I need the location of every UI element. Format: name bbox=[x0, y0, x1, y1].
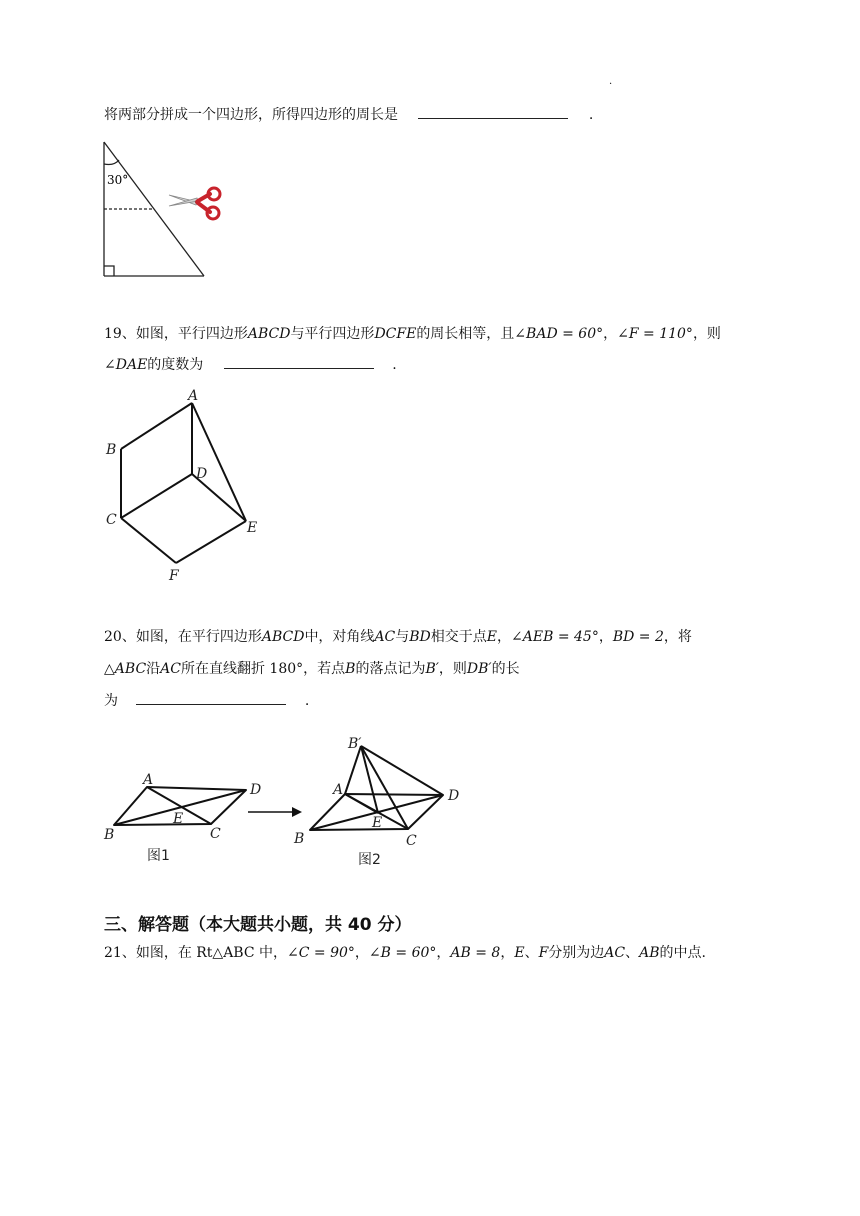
scissors-icon bbox=[166, 186, 224, 222]
q20-triangle-sign: △ bbox=[104, 661, 115, 677]
q21-text-i: 的中点. bbox=[659, 945, 706, 961]
q21-ab: AB bbox=[639, 945, 660, 961]
q21-text-f: 、 bbox=[524, 945, 539, 961]
q19-text-e: ，则 bbox=[692, 326, 721, 342]
fig2-E-label: E bbox=[372, 815, 383, 831]
q20-bprime: B′ bbox=[425, 661, 439, 677]
q19-bad-eq: BAD = 60° bbox=[526, 326, 604, 342]
q19-line1 bbox=[104, 324, 721, 344]
q19-text-c: 的周长相等，且∠ bbox=[416, 326, 527, 342]
q21-ab-eq: AB = 8 bbox=[450, 945, 501, 961]
q19-angle-sign: ∠ bbox=[104, 357, 116, 373]
fig1-E-label: E bbox=[173, 811, 184, 827]
section-heading: 三、解答题（本大题共小题，共 40 分） bbox=[104, 915, 412, 935]
fig2-A-label: A bbox=[333, 782, 344, 798]
q19-text-a: 19、如图，平行四边形 bbox=[104, 326, 248, 342]
fig1-D-label: D bbox=[250, 782, 262, 798]
q20-text-c: 与 bbox=[395, 629, 410, 645]
q20-answer-blank[interactable] bbox=[136, 690, 286, 705]
q19-abcd: ABCD bbox=[247, 326, 291, 342]
q20-text-b: 中，对角线 bbox=[304, 629, 375, 645]
q20-text-m: 为 bbox=[104, 693, 118, 709]
q20-text-f: ， bbox=[598, 629, 613, 645]
fig1-B-label: B bbox=[104, 827, 115, 843]
fig2-B-label: B bbox=[294, 831, 305, 847]
fig1-A-label: A bbox=[143, 772, 154, 788]
q20-figure2 bbox=[288, 730, 468, 870]
q21-text-a: 21、如图，在 Rt△ABC 中，∠ bbox=[104, 945, 299, 961]
q19-dcfe: DCFE bbox=[374, 326, 417, 342]
edge-BpE bbox=[361, 746, 378, 813]
q20-dbprime: DB′ bbox=[466, 661, 492, 677]
q19-text-d: ，∠ bbox=[603, 326, 629, 342]
fig2-caption: 图2 bbox=[358, 852, 381, 868]
q20-e: E bbox=[486, 629, 498, 645]
q20-abc: ABC bbox=[114, 661, 147, 677]
q20-line3 bbox=[104, 690, 309, 711]
q20-bd-eq: BD = 2 bbox=[612, 629, 664, 645]
edge-AE bbox=[192, 403, 246, 521]
q20-aeb-eq: AEB = 45° bbox=[522, 629, 599, 645]
point-D-label: D bbox=[196, 466, 208, 482]
q21-text-g: 分别为边 bbox=[548, 945, 605, 961]
q20-ac2: AC bbox=[160, 661, 181, 677]
q20-text-a: 20、如图，在平行四边形 bbox=[104, 629, 262, 645]
q19-dae: DAE bbox=[115, 357, 148, 373]
q21-f: F bbox=[538, 945, 549, 961]
point-A-label: A bbox=[188, 388, 199, 404]
q20-period: . bbox=[304, 693, 310, 709]
q20-text-h: 沿 bbox=[146, 661, 161, 677]
q21-b-eq: B = 60° bbox=[380, 945, 437, 961]
point-C-label: C bbox=[106, 512, 117, 528]
point-B-label: B bbox=[106, 442, 117, 458]
q18-answer-blank[interactable] bbox=[418, 104, 568, 119]
q19-f-eq: F = 110° bbox=[628, 326, 693, 342]
edge-BpD bbox=[361, 746, 443, 795]
edge-CD bbox=[121, 474, 192, 518]
q19-answer-blank[interactable] bbox=[224, 354, 374, 369]
q21-text-d: ， bbox=[500, 945, 515, 961]
q18-line bbox=[104, 104, 593, 125]
fig2-C-label: C bbox=[406, 833, 417, 849]
page-dot: . bbox=[609, 76, 613, 87]
q19-text-f: 的度数为 bbox=[147, 357, 204, 373]
point-F-label: F bbox=[169, 568, 179, 584]
fig1-C-label: C bbox=[210, 826, 221, 842]
q20-text-i: 所在直线翻折 180°，若点 bbox=[180, 661, 346, 677]
q18-period: . bbox=[588, 107, 594, 123]
edge-CF bbox=[121, 518, 176, 563]
right-angle-mark bbox=[104, 266, 114, 276]
q19-parallelogram-figure bbox=[100, 386, 270, 586]
q18-text: 将两部分拼成一个四边形，所得四边形的周长是 bbox=[104, 107, 398, 123]
edge-FE bbox=[176, 521, 246, 563]
q21-e: E bbox=[514, 945, 525, 961]
angle-30-label: 30° bbox=[107, 173, 129, 187]
q21-text-b: ，∠ bbox=[354, 945, 381, 961]
q19-text-b: 与平行四边形 bbox=[290, 326, 375, 342]
q20-text-j: 的落点记为 bbox=[355, 661, 426, 677]
q20-abcd: ABCD bbox=[261, 629, 305, 645]
q21-line bbox=[104, 943, 706, 963]
q21-c-eq: C = 90° bbox=[298, 945, 355, 961]
q20-text-l: 的长 bbox=[491, 661, 520, 677]
q20-text-k: ，则 bbox=[438, 661, 467, 677]
fig1-caption: 图1 bbox=[147, 848, 170, 864]
q20-text-g: ，将 bbox=[663, 629, 692, 645]
q20-b: B bbox=[345, 661, 356, 677]
q20-ac: AC bbox=[374, 629, 396, 645]
edge-BpA bbox=[345, 746, 361, 794]
q21-text-c: ， bbox=[436, 945, 451, 961]
q20-line2 bbox=[104, 659, 520, 679]
q19-line2 bbox=[104, 354, 397, 375]
fig2-Bp-label: B′ bbox=[348, 736, 362, 752]
fig2-D-label: D bbox=[448, 788, 460, 804]
q20-bd: BD bbox=[409, 629, 431, 645]
q20-figure1 bbox=[100, 770, 270, 870]
q21-ac: AC bbox=[604, 945, 626, 961]
q20-text-d: 相交于点 bbox=[430, 629, 487, 645]
edge-BA bbox=[121, 403, 192, 449]
point-E-label: E bbox=[247, 520, 258, 536]
q20-text-e: ，∠ bbox=[497, 629, 523, 645]
q19-period: . bbox=[392, 357, 397, 373]
q20-line1 bbox=[104, 627, 692, 647]
q21-text-h: 、 bbox=[625, 945, 640, 961]
angle-arc bbox=[104, 160, 119, 165]
